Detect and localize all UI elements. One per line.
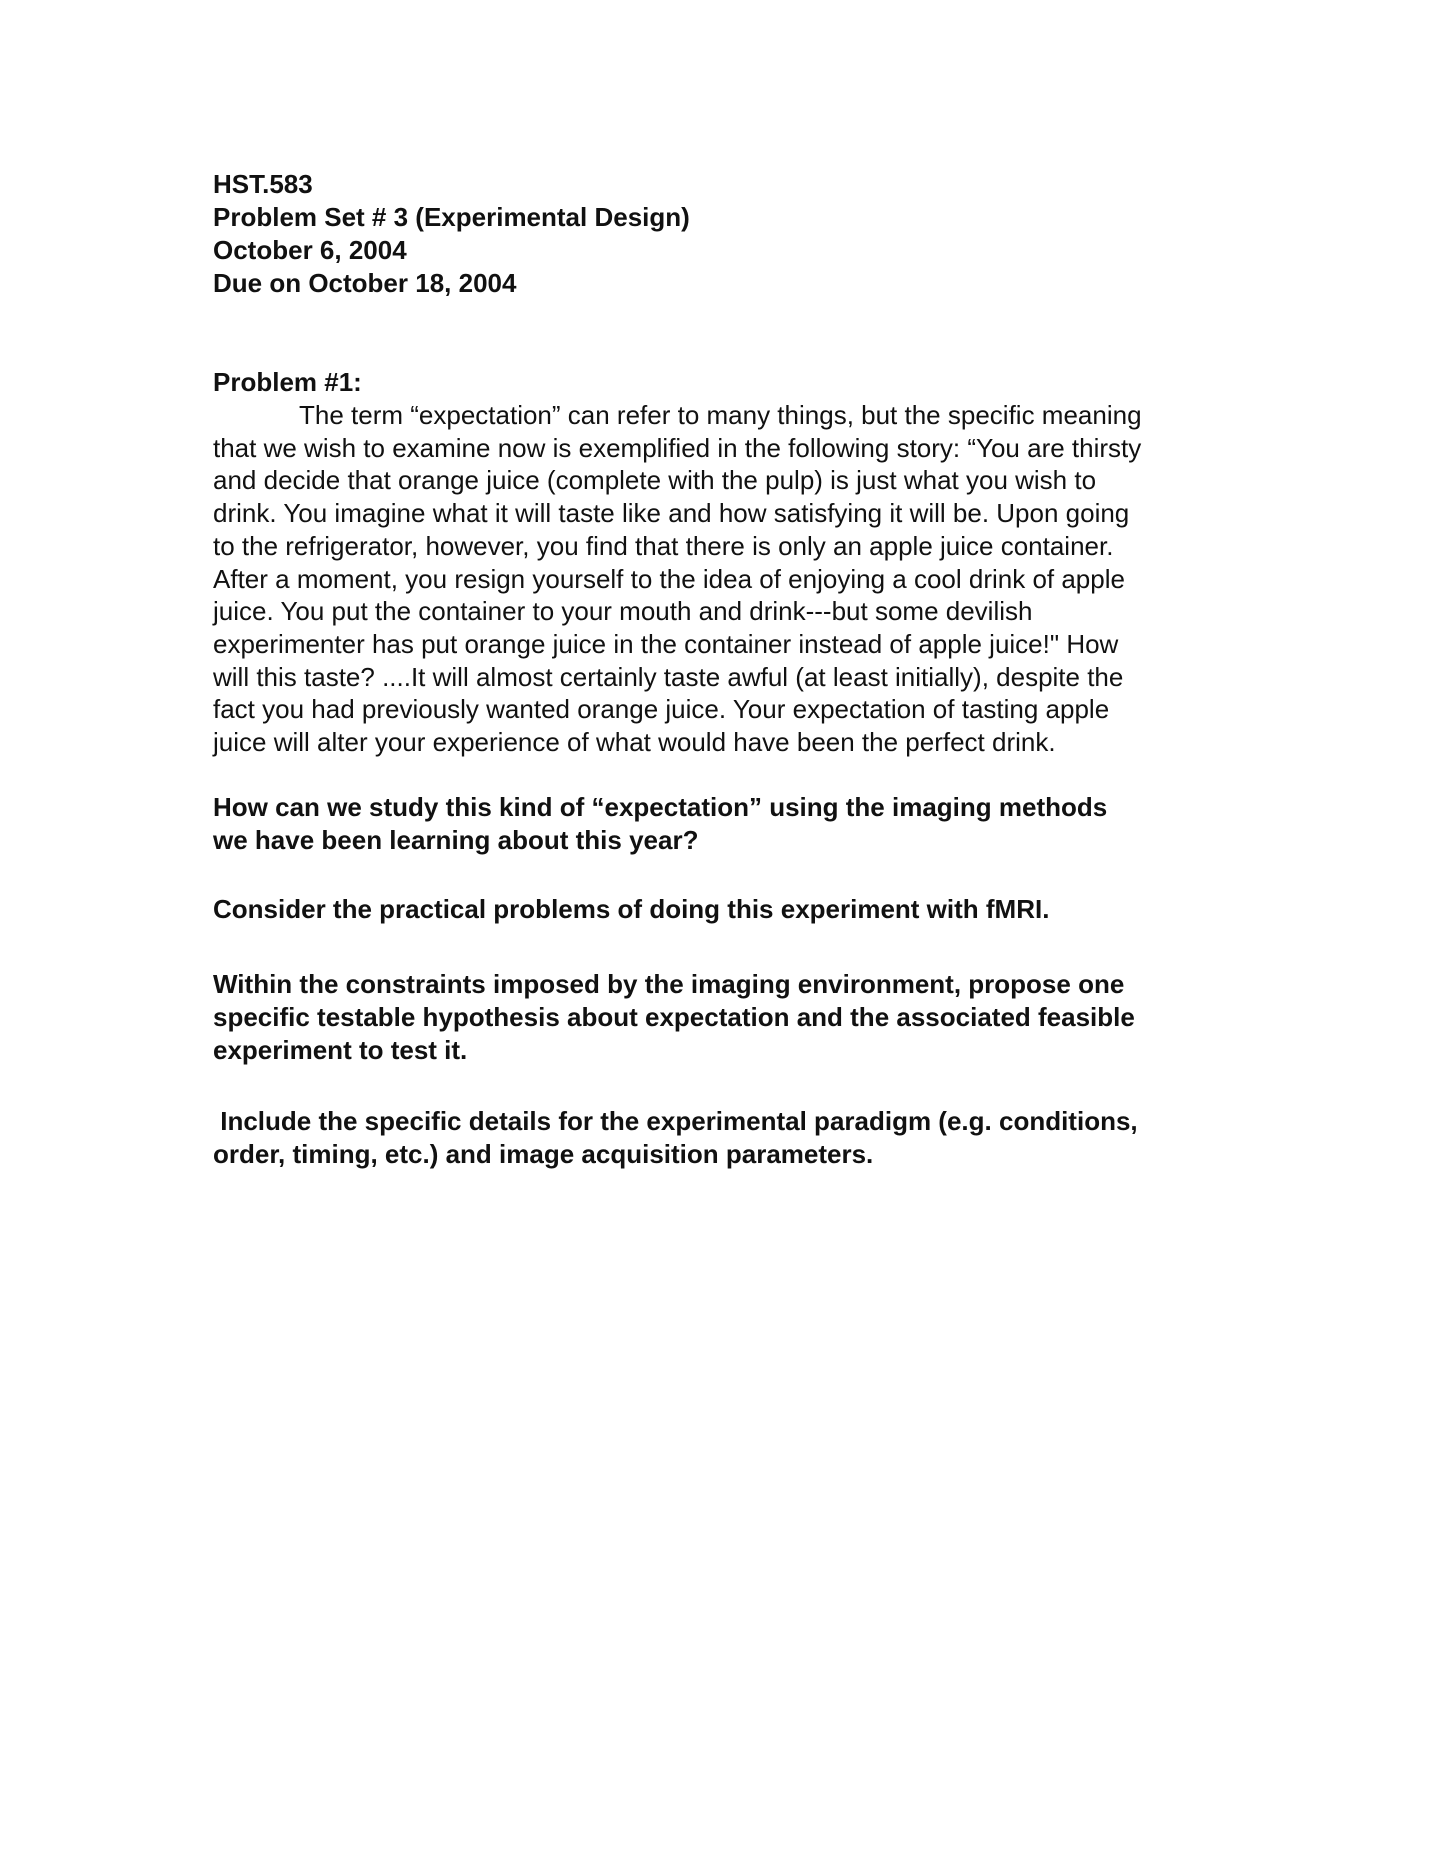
story-line: drink. You imagine what it will taste like and how satisfying it will be. Upon going [213,498,1130,529]
story-line: juice. You put the container to your mouth and drink---but some devilish [213,596,1033,627]
issue-date: October 6, 2004 [213,235,407,265]
story-line: that we wish to examine now is exemplified in the following story: “You are thirsty [213,432,1142,463]
question-study-expectation [213,791,1253,857]
question-line: order, timing, etc.) and image acquisition parameters. [213,1138,874,1169]
problem-heading: Problem #1: [213,367,362,397]
story-line: juice will alter your experience of what would have been the perfect drink. [213,727,1056,758]
story-line: The term “expectation” can refer to many things, but the specific meaning [299,400,1142,430]
story-line: After a moment, you resign yourself to the idea of enjoying a cool drink of apple [213,563,1125,594]
question-line: Consider the practical problems of doing this experiment with fMRI. [213,893,1050,924]
question-line: we have been learning about this year? [213,824,699,855]
problem-story [213,399,1253,759]
question-propose-hypothesis [213,968,1253,1067]
question-include-details [213,1105,1253,1171]
story-line: and decide that orange juice (complete with the pulp) is just what you wish to [213,465,1097,496]
question-line: specific testable hypothesis about expectation and the associated feasible [213,1001,1135,1032]
story-line: fact you had previously wanted orange juice. Your expectation of tasting apple [213,694,1110,725]
question-line: Include the specific details for the experimental paradigm (e.g. conditions, [213,1105,1138,1136]
story-line: will this taste? ....It will almost certainly taste awful (at least initially), despite the [213,661,1124,692]
question-line: Within the constraints imposed by the imaging environment, propose one [213,968,1125,999]
problem-set-title: Problem Set # 3 (Experimental Design) [213,202,690,232]
due-date: Due on October 18, 2004 [213,268,517,298]
story-line: to the refrigerator, however, you find that there is only an apple juice container. [213,530,1114,561]
course-number: HST.583 [213,169,313,199]
document-page [213,168,1253,1171]
story-line: experimenter has put orange juice in the container instead of apple juice!" How [213,628,1119,659]
document-header [213,168,1253,300]
question-line: experiment to test it. [213,1034,468,1065]
question-practical-problems [213,893,1253,926]
question-line: How can we study this kind of “expectation” using the imaging methods [213,791,1108,822]
